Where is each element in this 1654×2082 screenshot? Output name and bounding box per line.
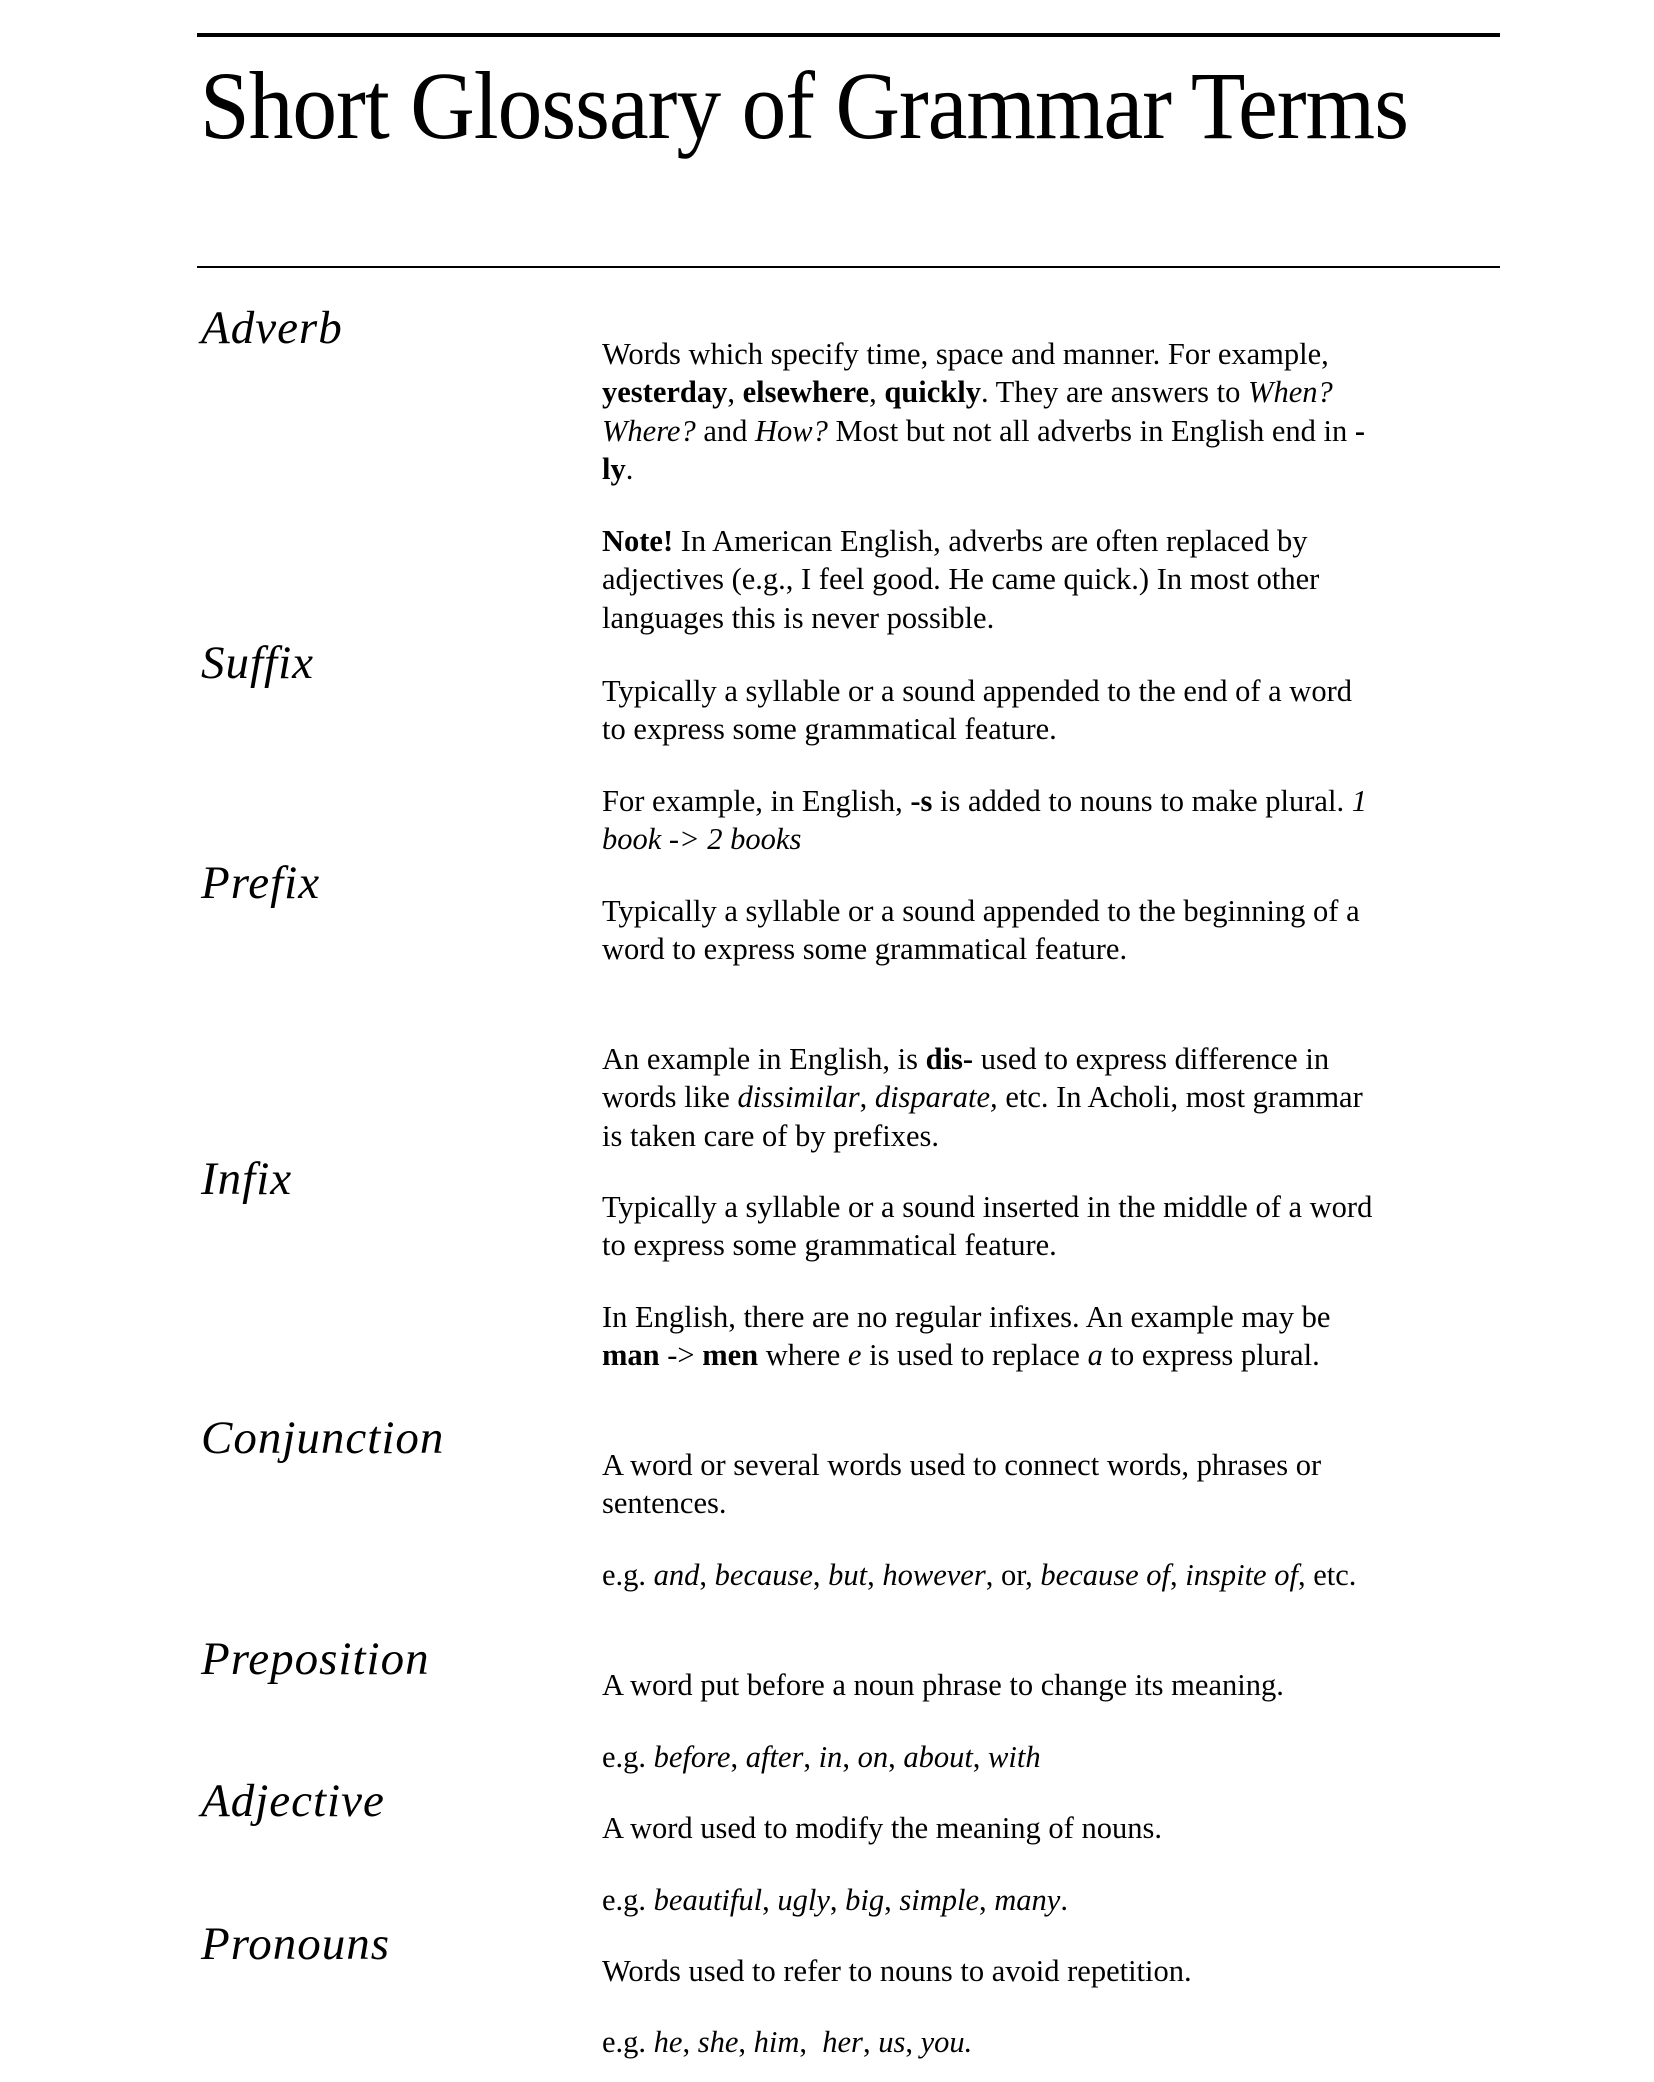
text-run: Typically a syllable or a sound appended to the end of a word to express some grammatical feature. xyxy=(602,674,1360,747)
text-run: , etc. xyxy=(1297,1558,1357,1592)
text-run: to express plural. xyxy=(1102,1338,1320,1373)
text-run: , xyxy=(869,375,885,410)
example-prefix xyxy=(602,1040,1382,1155)
example-preposition xyxy=(602,1738,1382,1776)
glossary-term-suffix: Suffix xyxy=(201,637,315,689)
italic-text: big xyxy=(845,1883,885,1917)
bold-text: man xyxy=(602,1338,660,1373)
italic-text: he xyxy=(653,2025,683,2059)
text-run: , xyxy=(730,1740,746,1774)
definition-adverb xyxy=(602,335,1382,488)
text-run: A word put before a noun phrase to change its meaning. xyxy=(602,1668,1284,1702)
text-run: , xyxy=(738,2025,754,2059)
italic-text: she xyxy=(697,2025,739,2059)
text-run: Words used to refer to nouns to avoid repetition. xyxy=(602,1954,1192,1988)
glossary-term-adverb: Adverb xyxy=(201,302,343,354)
italic-text: because of xyxy=(1040,1558,1170,1592)
italic-text: her xyxy=(822,2025,863,2059)
definition-suffix xyxy=(602,672,1382,749)
text-run: -> xyxy=(659,1338,703,1373)
italic-text: in xyxy=(818,1740,843,1774)
text-run: A word used to modify the meaning of nouns. xyxy=(602,1811,1162,1845)
text-run: , xyxy=(842,1740,858,1774)
text-run: , xyxy=(862,2025,879,2059)
definition-preposition xyxy=(602,1666,1382,1704)
glossary-term-prefix: Prefix xyxy=(201,857,321,909)
text-run: , xyxy=(884,1883,900,1917)
text-run: , or, xyxy=(985,1558,1041,1592)
italic-text: e xyxy=(847,1338,862,1373)
italic-text: beautiful xyxy=(653,1883,763,1917)
glossary-term-conjunction: Conjunction xyxy=(201,1412,445,1464)
italic-text: with xyxy=(988,1740,1041,1774)
italic-text: before xyxy=(653,1740,731,1774)
title-rule-top xyxy=(197,33,1500,37)
text-run: , xyxy=(682,2025,698,2059)
text-run: , xyxy=(799,2025,823,2059)
text-run: Words which specify time, space and manner. For example, xyxy=(602,337,1337,371)
text-run: , xyxy=(859,1080,875,1115)
bold-text: -ly xyxy=(602,413,1366,486)
example-infix xyxy=(602,1298,1382,1375)
italic-text: and xyxy=(653,1558,700,1592)
text-run: An example in English, is xyxy=(602,1042,926,1076)
title-rule-bottom xyxy=(197,266,1500,268)
text-run: , xyxy=(972,1740,989,1774)
text-run: . xyxy=(1060,1883,1068,1917)
text-run: is used to replace xyxy=(861,1338,1088,1373)
italic-text: a xyxy=(1087,1338,1103,1373)
italic-text: dissimilar xyxy=(737,1080,860,1115)
example-conjunction xyxy=(602,1556,1382,1594)
glossary-term-preposition: Preposition xyxy=(201,1633,430,1685)
italic-text: you. xyxy=(920,2025,973,2059)
text-run: etc. In Acholi, most grammar is taken care of by prefixes. xyxy=(602,1080,1371,1153)
text-run: where xyxy=(758,1338,848,1373)
glossary-term-pronouns: Pronouns xyxy=(201,1918,391,1970)
italic-text: after xyxy=(745,1740,804,1774)
italic-text: ugly xyxy=(777,1883,830,1917)
text-run: used to express difference in words like xyxy=(602,1042,1337,1115)
italic-text: because xyxy=(714,1558,813,1592)
italic-text: disparate, xyxy=(874,1080,998,1115)
definition-adjective xyxy=(602,1809,1382,1847)
text-run: is added to nouns to make plural. xyxy=(932,784,1352,818)
text-run: , xyxy=(727,375,743,410)
italic-text: 1 book -> 2 books xyxy=(602,784,1375,857)
text-run: , xyxy=(888,1740,904,1774)
italic-text: How? xyxy=(755,413,828,448)
example-suffix xyxy=(602,782,1382,859)
text-run: , xyxy=(762,1883,778,1917)
text-run: In English, there are no regular infixes. An example may be xyxy=(602,1300,1338,1334)
text-run: , xyxy=(1170,1558,1186,1592)
text-run: Most but not all adverbs in English end in xyxy=(827,413,1355,448)
text-run: , xyxy=(979,1883,995,1917)
definition-conjunction xyxy=(602,1446,1382,1523)
italic-text: When? Where? xyxy=(602,375,1341,448)
text-run: . They are answers to xyxy=(980,375,1249,410)
text-run: , xyxy=(829,1883,846,1917)
italic-text: inspite of xyxy=(1185,1558,1298,1592)
definition-infix xyxy=(602,1188,1382,1265)
text-run: For example, in English, xyxy=(602,784,911,818)
text-run: , xyxy=(812,1558,829,1592)
page-title: Short Glossary of Grammar Terms xyxy=(200,52,1409,159)
text-run: , xyxy=(803,1740,819,1774)
glossary-term-infix: Infix xyxy=(201,1153,293,1205)
italic-text: but xyxy=(828,1558,868,1592)
italic-text: many xyxy=(994,1883,1061,1917)
text-run: Typically a syllable or a sound appended to the beginning of a word to express some grammatical feature. xyxy=(602,894,1368,967)
italic-text: simple xyxy=(899,1883,979,1917)
bold-text: dis- xyxy=(925,1042,974,1076)
italic-text: on xyxy=(857,1740,889,1774)
text-run: , xyxy=(905,2025,921,2059)
italic-text: him xyxy=(753,2025,800,2059)
text-run: . xyxy=(625,451,634,486)
text-run: , xyxy=(867,1558,883,1592)
text-run: e.g. xyxy=(602,1883,654,1917)
definition-prefix xyxy=(602,892,1382,969)
italic-text: us xyxy=(878,2025,906,2059)
text-run: , xyxy=(699,1558,715,1592)
text-run: A word or several words used to connect words, phrases or sentences. xyxy=(602,1448,1329,1521)
definition-pronouns xyxy=(602,1952,1382,1990)
italic-text: however xyxy=(882,1558,986,1592)
example-pronouns xyxy=(602,2023,1382,2061)
text-run: Typically a syllable or a sound inserted in the middle of a word to express some grammatical feature. xyxy=(602,1190,1380,1263)
note-adverb xyxy=(602,522,1382,637)
text-run: In American English, adverbs are often replaced by adjectives (e.g., I feel good. He came quick.) In most other languages this is never possible. xyxy=(602,524,1327,635)
bold-text: -s xyxy=(910,784,933,818)
bold-text: men xyxy=(702,1338,759,1373)
text-run: e.g. xyxy=(602,2025,654,2059)
italic-text: about xyxy=(903,1740,973,1774)
bold-text: yesterday xyxy=(602,375,728,410)
bold-text: elsewhere xyxy=(742,375,870,410)
text-run: e.g. xyxy=(602,1558,654,1592)
glossary-term-adjective: Adjective xyxy=(201,1775,385,1827)
bold-text: quickly xyxy=(884,375,981,410)
example-adjective xyxy=(602,1881,1382,1919)
text-run: e.g. xyxy=(602,1740,654,1774)
text-run: and xyxy=(695,413,756,448)
bold-text: Note! xyxy=(602,524,674,558)
